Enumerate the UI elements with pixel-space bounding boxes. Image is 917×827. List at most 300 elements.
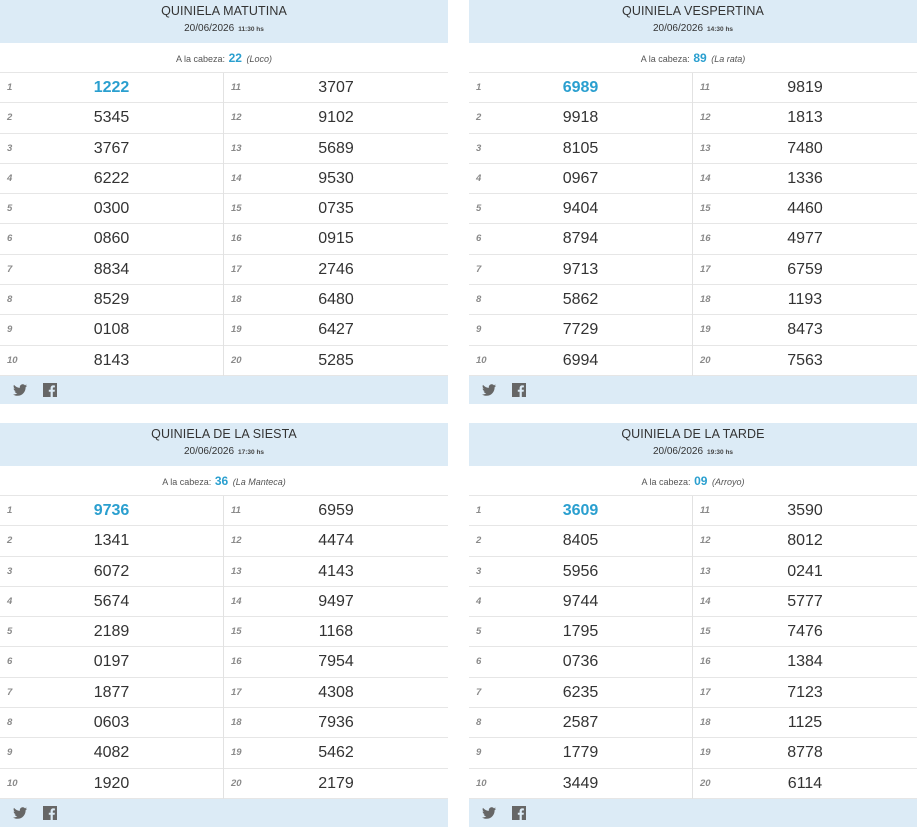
cabeza-meaning: (La Manteca) bbox=[232, 477, 286, 487]
results-column-left bbox=[469, 496, 693, 799]
result-row bbox=[469, 315, 692, 345]
drawn-number: 8143 bbox=[93, 351, 130, 369]
draw-date: 20/06/2026 bbox=[184, 23, 235, 34]
result-row bbox=[224, 647, 448, 677]
result-row bbox=[693, 587, 917, 617]
result-row bbox=[0, 224, 223, 254]
results-grid bbox=[469, 73, 917, 376]
position-number: 3 bbox=[476, 142, 482, 154]
first-prize-number: 9736 bbox=[93, 502, 130, 519]
drawn-number: 9404 bbox=[562, 200, 599, 218]
result-row bbox=[693, 496, 917, 526]
position-number: 7 bbox=[7, 263, 13, 275]
results-card bbox=[469, 0, 917, 404]
share-bar bbox=[469, 376, 917, 404]
drawn-number: 9819 bbox=[787, 79, 823, 96]
position-number: 9 bbox=[476, 747, 482, 759]
position-number: 4 bbox=[476, 595, 482, 607]
result-row bbox=[224, 738, 448, 768]
results-column-right bbox=[693, 496, 917, 799]
position-number: 3 bbox=[7, 565, 13, 577]
results-card bbox=[0, 423, 448, 827]
result-row bbox=[469, 678, 692, 708]
position-number: 18 bbox=[700, 294, 711, 306]
drawn-number: 3590 bbox=[787, 502, 823, 519]
position-number: 17 bbox=[700, 263, 711, 275]
position-number: 4 bbox=[476, 172, 482, 184]
result-row bbox=[0, 496, 223, 526]
drawn-number: 9530 bbox=[318, 169, 354, 187]
result-row bbox=[469, 769, 692, 799]
drawn-number: 6994 bbox=[562, 351, 599, 369]
cabeza-line bbox=[0, 43, 448, 73]
facebook-icon[interactable] bbox=[42, 382, 58, 398]
position-number: 10 bbox=[476, 354, 487, 366]
result-row bbox=[693, 526, 917, 556]
position-number: 4 bbox=[7, 172, 13, 184]
results-column-right bbox=[693, 73, 917, 376]
position-number: 5 bbox=[7, 626, 13, 638]
drawn-number: 1384 bbox=[787, 653, 823, 671]
drawn-number: 5777 bbox=[787, 592, 823, 610]
drawn-number: 4977 bbox=[787, 230, 823, 248]
result-row bbox=[469, 557, 692, 587]
position-number: 13 bbox=[700, 565, 711, 577]
position-number: 9 bbox=[7, 324, 13, 336]
position-number: 5 bbox=[476, 626, 482, 638]
result-row bbox=[693, 647, 917, 677]
results-column-right bbox=[224, 73, 448, 376]
result-row bbox=[0, 255, 223, 285]
result-row bbox=[693, 315, 917, 345]
drawn-number: 5674 bbox=[93, 592, 130, 610]
card-header bbox=[469, 0, 917, 43]
result-row bbox=[469, 587, 692, 617]
result-row bbox=[224, 194, 448, 224]
position-number: 18 bbox=[700, 717, 711, 729]
position-number: 5 bbox=[7, 203, 13, 215]
drawn-number: 7476 bbox=[787, 623, 823, 641]
position-number: 5 bbox=[476, 203, 482, 215]
result-row bbox=[693, 255, 917, 285]
drawn-number: 2189 bbox=[93, 623, 130, 641]
draw-time: 14:30 hs bbox=[707, 26, 734, 33]
position-number: 13 bbox=[231, 142, 242, 154]
position-number: 14 bbox=[700, 595, 711, 607]
draw-title: QUINIELA DE LA TARDE bbox=[621, 427, 765, 441]
drawn-number: 4474 bbox=[318, 532, 354, 550]
position-number: 7 bbox=[7, 686, 13, 698]
drawn-number: 8012 bbox=[787, 532, 823, 550]
drawn-number: 6072 bbox=[93, 562, 130, 580]
drawn-number: 1795 bbox=[562, 623, 599, 641]
drawn-number: 3449 bbox=[562, 774, 599, 792]
drawn-number: 4460 bbox=[787, 200, 823, 218]
share-bar bbox=[0, 376, 448, 404]
results-column-right bbox=[224, 496, 448, 799]
position-number: 6 bbox=[7, 656, 13, 668]
drawn-number: 6427 bbox=[318, 321, 354, 339]
result-row bbox=[469, 708, 692, 738]
drawn-number: 4082 bbox=[93, 744, 130, 762]
draw-title: QUINIELA MATUTINA bbox=[161, 4, 287, 18]
draw-date: 20/06/2026 bbox=[652, 23, 704, 34]
position-number: 18 bbox=[231, 717, 242, 729]
position-number: 8 bbox=[476, 717, 482, 729]
card-header bbox=[469, 423, 917, 466]
position-number: 3 bbox=[7, 142, 13, 154]
position-number: 19 bbox=[700, 324, 711, 336]
result-row bbox=[224, 526, 448, 556]
position-number: 8 bbox=[7, 717, 13, 729]
drawn-number: 7954 bbox=[318, 653, 354, 671]
drawn-number: 0300 bbox=[93, 200, 130, 218]
cabeza-number: 89 bbox=[693, 51, 707, 65]
drawn-number: 3767 bbox=[93, 139, 130, 157]
result-row bbox=[224, 708, 448, 738]
result-row bbox=[224, 255, 448, 285]
drawn-number: 5285 bbox=[318, 351, 354, 369]
draw-time: 19:30 hs bbox=[707, 449, 734, 456]
result-row bbox=[224, 769, 448, 799]
draw-time: 11:30 hs bbox=[238, 26, 264, 33]
result-row bbox=[0, 526, 223, 556]
twitter-icon[interactable] bbox=[12, 805, 28, 821]
facebook-icon[interactable] bbox=[511, 805, 527, 821]
result-row bbox=[224, 103, 448, 133]
drawn-number: 1877 bbox=[93, 683, 130, 701]
position-number: 17 bbox=[231, 686, 242, 698]
cabeza-line bbox=[469, 466, 917, 496]
drawn-number: 8794 bbox=[562, 230, 599, 248]
card-header bbox=[0, 423, 448, 466]
draw-title: QUINIELA VESPERTINA bbox=[622, 4, 764, 18]
cabeza-line bbox=[469, 43, 917, 73]
results-grid bbox=[469, 496, 917, 799]
position-number: 19 bbox=[700, 747, 711, 759]
draw-datetime bbox=[469, 21, 917, 38]
result-row bbox=[693, 164, 917, 194]
result-row bbox=[0, 194, 223, 224]
position-number: 8 bbox=[7, 294, 13, 306]
first-prize-number: 1222 bbox=[93, 79, 130, 96]
result-row bbox=[693, 194, 917, 224]
drawn-number: 9918 bbox=[562, 109, 599, 127]
drawn-number: 8778 bbox=[787, 744, 823, 762]
drawn-number: 2179 bbox=[318, 774, 354, 792]
drawn-number: 0860 bbox=[93, 230, 130, 248]
result-row bbox=[0, 134, 223, 164]
drawn-number: 1779 bbox=[562, 744, 599, 762]
drawn-number: 7563 bbox=[787, 351, 823, 369]
result-row bbox=[469, 73, 692, 103]
drawn-number: 0197 bbox=[93, 653, 130, 671]
position-number: 13 bbox=[231, 565, 242, 577]
result-row bbox=[0, 708, 223, 738]
result-row bbox=[693, 73, 917, 103]
result-row bbox=[0, 587, 223, 617]
drawn-number: 1336 bbox=[787, 169, 823, 187]
position-number: 6 bbox=[476, 656, 482, 668]
position-number: 19 bbox=[231, 747, 242, 759]
result-row bbox=[469, 224, 692, 254]
position-number: 17 bbox=[231, 263, 242, 275]
position-number: 1 bbox=[7, 505, 13, 516]
result-row bbox=[693, 103, 917, 133]
position-number: 16 bbox=[231, 233, 242, 245]
result-row bbox=[469, 285, 692, 315]
drawn-number: 6759 bbox=[787, 260, 823, 278]
results-card bbox=[469, 423, 917, 827]
result-row bbox=[469, 134, 692, 164]
cabeza-label: A la cabeza: bbox=[162, 477, 212, 487]
drawn-number: 8405 bbox=[562, 532, 599, 550]
position-number: 7 bbox=[476, 263, 482, 275]
position-number: 15 bbox=[700, 203, 711, 215]
drawn-number: 8529 bbox=[93, 291, 130, 309]
position-number: 11 bbox=[700, 505, 710, 516]
result-row bbox=[0, 557, 223, 587]
drawn-number: 1341 bbox=[93, 532, 130, 550]
position-number: 12 bbox=[700, 112, 711, 124]
draw-datetime bbox=[0, 444, 448, 461]
position-number: 10 bbox=[476, 777, 487, 789]
share-bar bbox=[469, 799, 917, 827]
result-row bbox=[0, 678, 223, 708]
drawn-number: 6235 bbox=[562, 683, 599, 701]
facebook-icon[interactable] bbox=[511, 382, 527, 398]
drawn-number: 7936 bbox=[318, 714, 354, 732]
position-number: 13 bbox=[700, 142, 711, 154]
drawn-number: 1813 bbox=[787, 109, 823, 127]
result-row bbox=[0, 103, 223, 133]
position-number: 16 bbox=[700, 233, 711, 245]
cabeza-number: 09 bbox=[694, 474, 708, 488]
position-number: 17 bbox=[700, 686, 711, 698]
results-column-left bbox=[0, 73, 224, 376]
position-number: 9 bbox=[476, 324, 482, 336]
first-prize-number: 6989 bbox=[562, 79, 599, 96]
cabeza-number: 36 bbox=[214, 474, 229, 488]
result-row bbox=[224, 164, 448, 194]
result-row bbox=[469, 617, 692, 647]
position-number: 20 bbox=[700, 354, 711, 366]
result-row bbox=[693, 557, 917, 587]
twitter-icon[interactable] bbox=[12, 382, 28, 398]
drawn-number: 4308 bbox=[318, 683, 354, 701]
drawn-number: 5862 bbox=[562, 291, 599, 309]
card-header bbox=[0, 0, 448, 43]
position-number: 20 bbox=[231, 777, 242, 789]
position-number: 19 bbox=[231, 324, 242, 336]
drawn-number: 0967 bbox=[562, 169, 599, 187]
draw-datetime bbox=[469, 444, 917, 461]
drawn-number: 1193 bbox=[787, 291, 823, 309]
cabeza-number: 22 bbox=[228, 51, 242, 65]
result-row bbox=[224, 73, 448, 103]
cabeza-meaning: (Arroyo) bbox=[711, 477, 745, 487]
position-number: 12 bbox=[700, 535, 711, 547]
result-row bbox=[224, 617, 448, 647]
result-row bbox=[693, 346, 917, 376]
drawn-number: 6114 bbox=[787, 774, 823, 792]
result-row bbox=[0, 346, 223, 376]
result-row bbox=[224, 678, 448, 708]
position-number: 15 bbox=[700, 626, 711, 638]
position-number: 8 bbox=[476, 294, 482, 306]
drawn-number: 1168 bbox=[318, 623, 354, 641]
result-row bbox=[469, 194, 692, 224]
result-row bbox=[469, 496, 692, 526]
result-row bbox=[0, 315, 223, 345]
position-number: 9 bbox=[7, 747, 13, 759]
drawn-number: 1125 bbox=[787, 714, 823, 732]
position-number: 11 bbox=[231, 505, 241, 516]
drawn-number: 5345 bbox=[93, 109, 130, 127]
result-row bbox=[693, 285, 917, 315]
position-number: 10 bbox=[7, 777, 18, 789]
position-number: 2 bbox=[7, 112, 13, 124]
results-column-left bbox=[469, 73, 693, 376]
cabeza-label: A la cabeza: bbox=[176, 54, 226, 64]
position-number: 11 bbox=[231, 82, 241, 93]
share-bar bbox=[0, 799, 448, 827]
drawn-number: 6959 bbox=[318, 502, 354, 519]
result-row bbox=[0, 617, 223, 647]
cabeza-label: A la cabeza: bbox=[640, 54, 690, 64]
result-row bbox=[224, 134, 448, 164]
result-row bbox=[469, 346, 692, 376]
position-number: 2 bbox=[476, 112, 482, 124]
result-row bbox=[469, 738, 692, 768]
results-grid bbox=[0, 496, 448, 799]
drawn-number: 4143 bbox=[318, 562, 354, 580]
drawn-number: 7480 bbox=[787, 139, 823, 157]
result-row bbox=[224, 496, 448, 526]
results-grid bbox=[0, 73, 448, 376]
draw-date: 20/06/2026 bbox=[652, 446, 704, 457]
result-row bbox=[0, 647, 223, 677]
result-row bbox=[224, 315, 448, 345]
result-row bbox=[469, 526, 692, 556]
position-number: 16 bbox=[700, 656, 711, 668]
drawn-number: 9102 bbox=[318, 109, 354, 127]
result-row bbox=[224, 587, 448, 617]
drawn-number: 2587 bbox=[562, 714, 599, 732]
drawn-number: 9713 bbox=[562, 260, 599, 278]
drawn-number: 1920 bbox=[93, 774, 130, 792]
position-number: 15 bbox=[231, 626, 242, 638]
position-number: 12 bbox=[231, 112, 242, 124]
position-number: 11 bbox=[700, 82, 710, 93]
result-row bbox=[693, 224, 917, 254]
result-row bbox=[0, 73, 223, 103]
drawn-number: 7123 bbox=[787, 683, 823, 701]
position-number: 14 bbox=[231, 595, 242, 607]
drawn-number: 8473 bbox=[787, 321, 823, 339]
result-row bbox=[224, 557, 448, 587]
position-number: 7 bbox=[476, 686, 482, 698]
result-row bbox=[693, 617, 917, 647]
result-row bbox=[469, 255, 692, 285]
position-number: 16 bbox=[231, 656, 242, 668]
result-row bbox=[0, 164, 223, 194]
cabeza-label: A la cabeza: bbox=[641, 477, 691, 487]
position-number: 14 bbox=[231, 172, 242, 184]
drawn-number: 0108 bbox=[93, 321, 130, 339]
position-number: 14 bbox=[700, 172, 711, 184]
cabeza-line bbox=[0, 466, 448, 496]
position-number: 1 bbox=[476, 82, 482, 93]
result-row bbox=[693, 708, 917, 738]
position-number: 2 bbox=[7, 535, 13, 547]
drawn-number: 9497 bbox=[318, 592, 354, 610]
position-number: 3 bbox=[476, 565, 482, 577]
drawn-number: 0736 bbox=[562, 653, 599, 671]
result-row bbox=[0, 738, 223, 768]
drawn-number: 3707 bbox=[318, 79, 354, 96]
position-number: 10 bbox=[7, 354, 18, 366]
twitter-icon[interactable] bbox=[481, 805, 497, 821]
position-number: 20 bbox=[231, 354, 242, 366]
drawn-number: 8105 bbox=[562, 139, 599, 157]
position-number: 6 bbox=[476, 233, 482, 245]
drawn-number: 8834 bbox=[93, 260, 130, 278]
drawn-number: 5689 bbox=[318, 139, 354, 157]
cabeza-meaning: (Loco) bbox=[246, 54, 272, 64]
draw-datetime bbox=[0, 21, 448, 38]
drawn-number: 5462 bbox=[318, 744, 354, 762]
result-row bbox=[693, 134, 917, 164]
drawn-number: 6480 bbox=[318, 291, 354, 309]
drawn-number: 2746 bbox=[318, 260, 354, 278]
position-number: 2 bbox=[476, 535, 482, 547]
draw-title: QUINIELA DE LA SIESTA bbox=[151, 427, 297, 441]
result-row bbox=[224, 346, 448, 376]
result-row bbox=[0, 285, 223, 315]
result-row bbox=[469, 647, 692, 677]
drawn-number: 9744 bbox=[562, 592, 599, 610]
first-prize-number: 3609 bbox=[562, 502, 599, 519]
position-number: 15 bbox=[231, 203, 242, 215]
drawn-number: 5956 bbox=[562, 562, 599, 580]
drawn-number: 6222 bbox=[93, 169, 130, 187]
result-row bbox=[224, 224, 448, 254]
drawn-number: 0915 bbox=[318, 230, 354, 248]
drawn-number: 0603 bbox=[93, 714, 130, 732]
result-row bbox=[0, 769, 223, 799]
results-card bbox=[0, 0, 448, 404]
result-row bbox=[469, 164, 692, 194]
position-number: 12 bbox=[231, 535, 242, 547]
position-number: 1 bbox=[7, 82, 13, 93]
position-number: 6 bbox=[7, 233, 13, 245]
result-row bbox=[469, 103, 692, 133]
drawn-number: 0241 bbox=[787, 562, 823, 580]
position-number: 4 bbox=[7, 595, 13, 607]
twitter-icon[interactable] bbox=[481, 382, 497, 398]
results-column-left bbox=[0, 496, 224, 799]
draw-time: 17:30 hs bbox=[238, 449, 265, 456]
result-row bbox=[224, 285, 448, 315]
draw-date: 20/06/2026 bbox=[183, 446, 235, 457]
cabeza-meaning: (La rata) bbox=[711, 54, 746, 64]
facebook-icon[interactable] bbox=[42, 805, 58, 821]
result-row bbox=[693, 738, 917, 768]
result-row bbox=[693, 769, 917, 799]
position-number: 18 bbox=[231, 294, 242, 306]
drawn-number: 0735 bbox=[318, 200, 354, 218]
